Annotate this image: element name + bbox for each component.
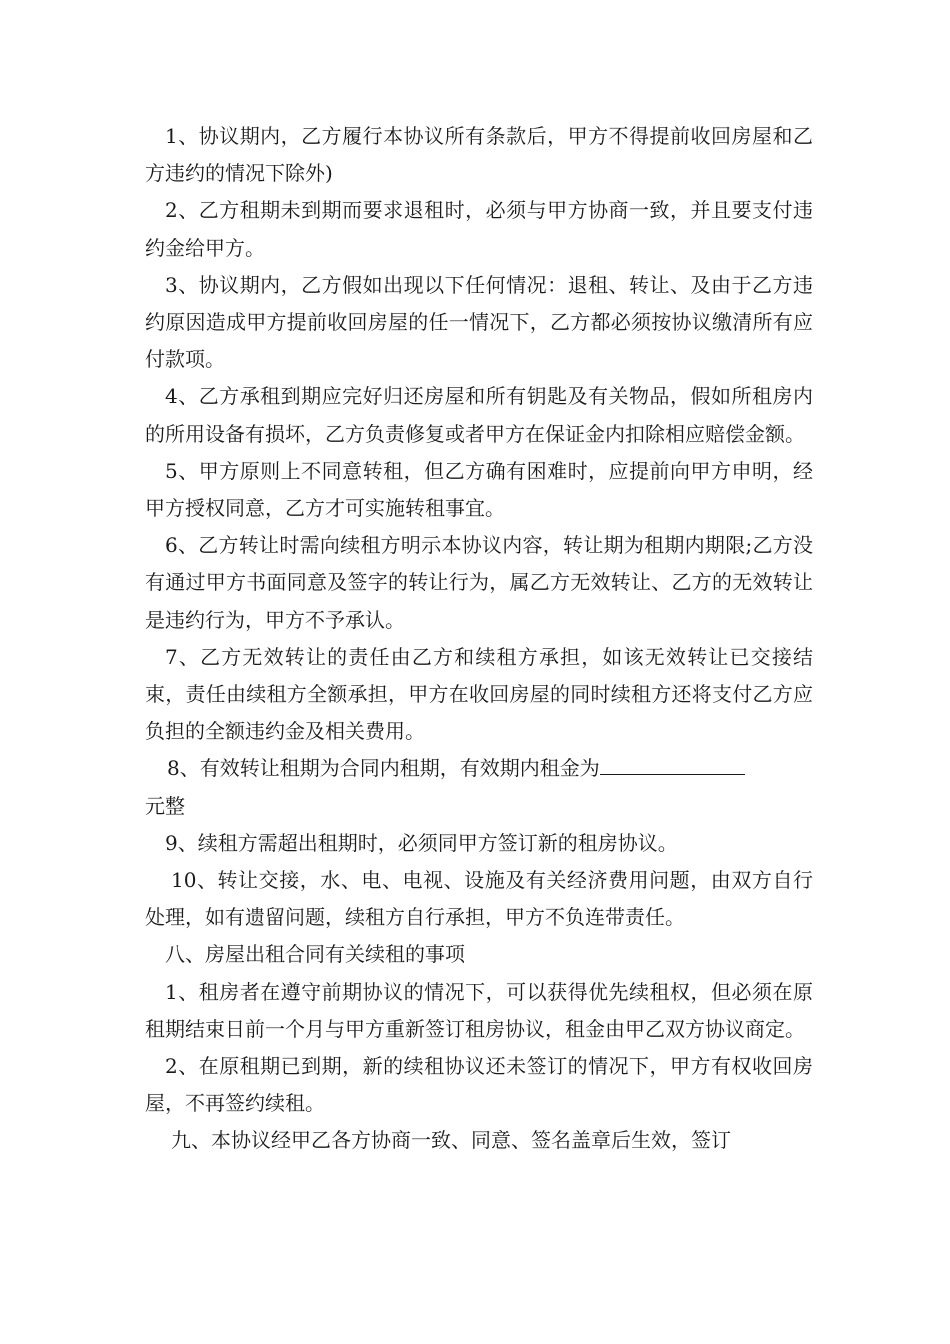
clause-4: 4、乙方承租到期应完好归还房屋和所有钥匙及有关物品，假如所租房内的所用设备有损坏，乙方负责修复或者甲方在保证金内扣除相应赔偿金额。 [145, 384, 813, 446]
section-heading-renewal: 八、房屋出租合同有关续租的事项 [165, 942, 465, 967]
clause-2: 2、乙方租期未到期而要求退租时，必须与甲方协商一致，并且要支付违约金给甲方。 [145, 198, 813, 260]
clause-8-text: 8、有效转让租期为合同内租期，有效期内租金为 [167, 756, 600, 781]
clause-1: 1、协议期内，乙方履行本协议所有条款后，甲方不得提前收回房屋和乙方违约的情况下除外) [145, 124, 813, 186]
section-nine: 九、本协议经甲乙各方协商一致、同意、签名盖章后生效，签订 [171, 1128, 731, 1153]
clause-8 [145, 750, 813, 787]
document-body [145, 118, 813, 1160]
clause-8-continuation: 元整 [145, 793, 185, 818]
clause-9: 9、续租方需超出租期时，必须同甲方签订新的租房协议。 [165, 830, 678, 855]
clause-6: 6、乙方转让时需向续租方明示本协议内容，转让期为租期内期限;乙方没有通过甲方书面同意及签字的转让行为，属乙方无效转让、乙方的无效转让是违约行为，甲方不予承认。 [145, 533, 813, 632]
renewal-clause-2: 2、在原租期已到期，新的续租协议还未签订的情况下，甲方有权收回房屋，不再签约续租。 [145, 1054, 813, 1116]
clause-10: 10、转让交接，水、电、电视、设施及有关经济费用问题，由双方自行处理，如有遗留问题，续租方自行承担，甲方不负连带责任。 [145, 868, 813, 930]
clause-7: 7、乙方无效转让的责任由乙方和续租方承担，如该无效转让已交接结束，责任由续租方全额承担，甲方在收回房屋的同时续租方还将支付乙方应负担的全额违约金及相关费用。 [145, 644, 813, 744]
clause-5: 5、甲方原则上不同意转租，但乙方确有困难时，应提前向甲方申明，经甲方授权同意，乙方才可实施转租事宜。 [145, 458, 813, 521]
rent-amount-blank [600, 750, 745, 775]
clause-3: 3、协议期内，乙方假如出现以下任何情况：退租、转让、及由于乙方违约原因造成甲方提前收回房屋的任一情况下，乙方都必须按协议缴清所有应付款项。 [145, 272, 813, 372]
renewal-clause-1: 1、租房者在遵守前期协议的情况下，可以获得优先续租权，但必须在原租期结束日前一个月与甲方重新签订租房协议，租金由甲乙双方协议商定。 [145, 979, 813, 1041]
